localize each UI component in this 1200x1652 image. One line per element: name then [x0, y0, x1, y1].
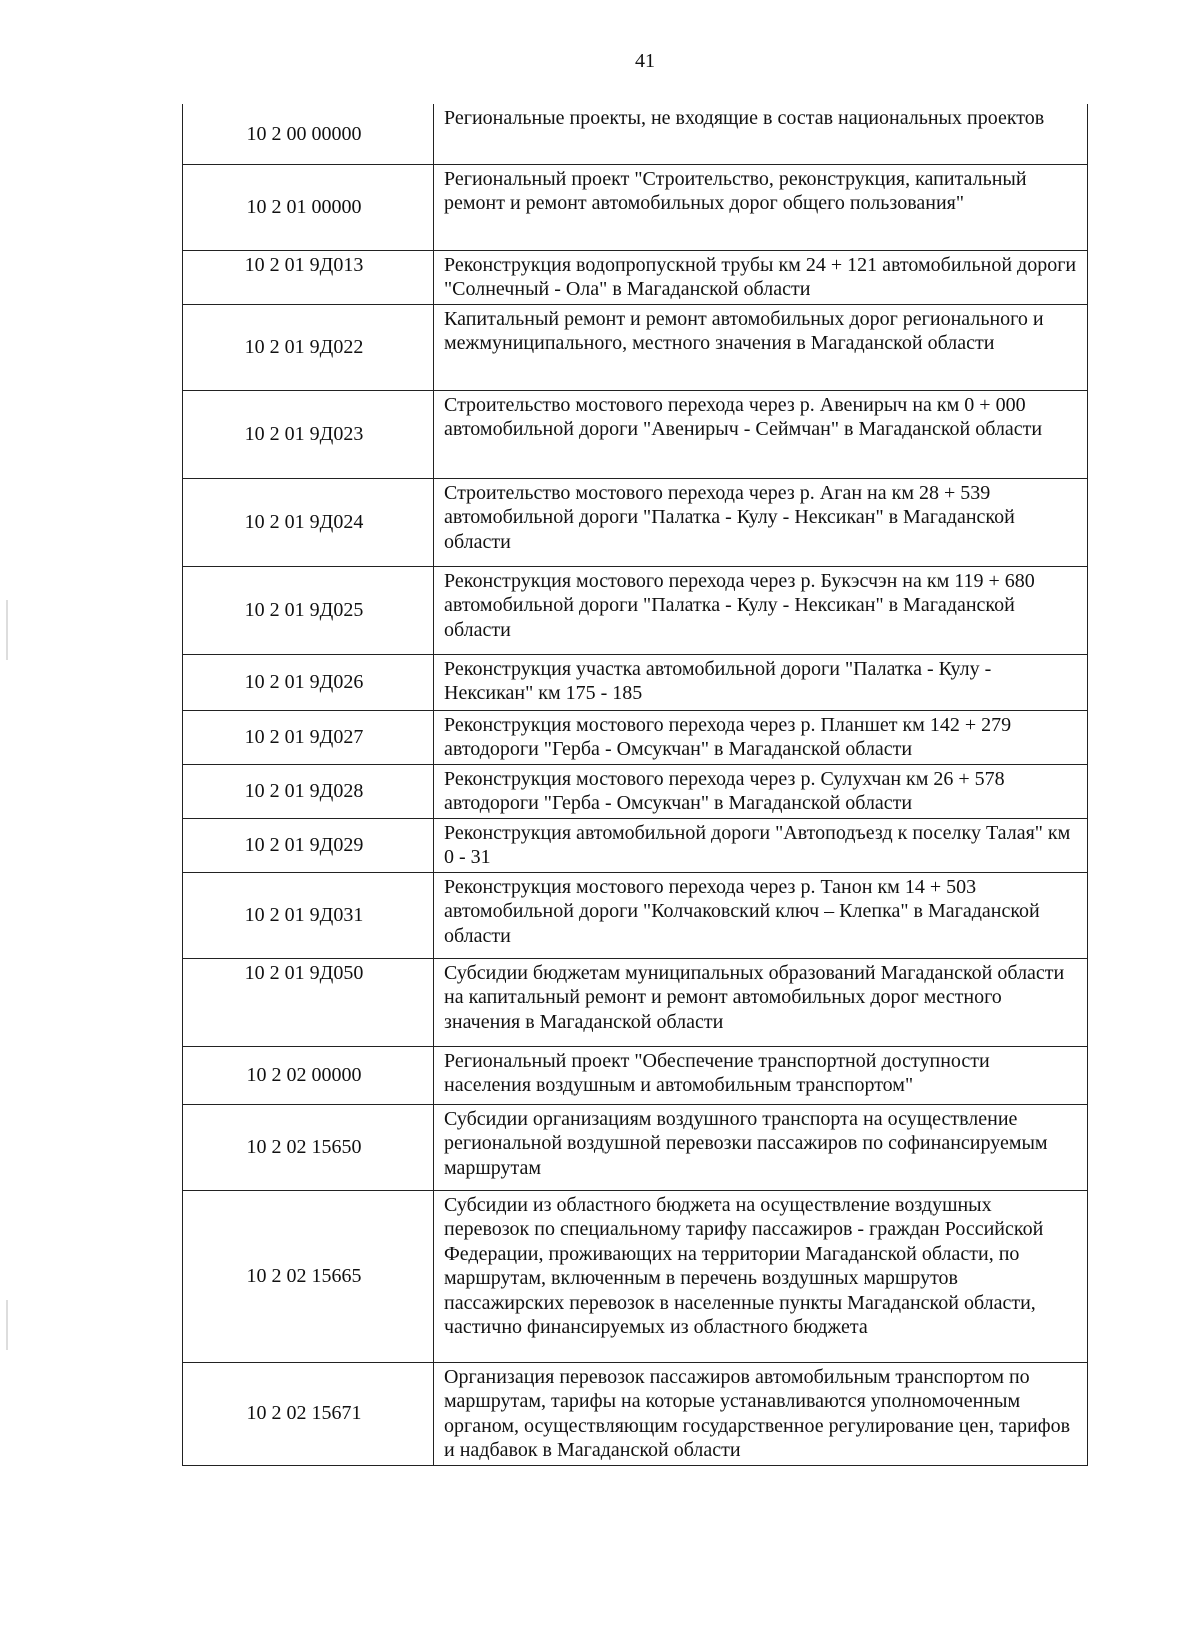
description-cell: Организация перевозок пассажиров автомобильным транспортом по маршрутам, тарифы на которые устанавливаются уполномоченным органом, осуществляющим государственное регулирование цен, тарифов и надбавок в Магаданской области [434, 1362, 1088, 1465]
code-cell: 10 2 01 9Д013 [183, 250, 434, 304]
table-row [183, 1362, 1088, 1465]
code-cell: 10 2 00 00000 [183, 104, 434, 164]
description-cell: Реконструкция мостового перехода через р. Танон км 14 + 503 автомобильной дороги "Колчаковский ключ – Клепка" в Магаданской области [434, 872, 1088, 958]
code-cell: 10 2 02 15665 [183, 1190, 434, 1362]
description-cell: Субсидии организациям воздушного транспорта на осуществление региональной воздушной перевозки пассажиров по софинансируемым маршрутам [434, 1104, 1088, 1190]
code-cell: 10 2 01 9Д026 [183, 654, 434, 710]
code-cell: 10 2 02 15650 [183, 1104, 434, 1190]
description-cell: Реконструкция водопропускной трубы км 24 + 121 автомобильной дороги "Солнечный - Ола" в Магаданской области [434, 250, 1088, 304]
code-cell: 10 2 01 00000 [183, 164, 434, 250]
description-cell: Региональный проект "Строительство, реконструкция, капитальный ремонт и ремонт автомобильных дорог общего пользования" [434, 164, 1088, 250]
table-row [183, 958, 1088, 1046]
code-cell: 10 2 01 9Д022 [183, 304, 434, 390]
page-number: 41 [635, 50, 655, 72]
table-row [183, 390, 1088, 478]
code-cell: 10 2 01 9Д031 [183, 872, 434, 958]
description-cell: Региональные проекты, не входящие в состав национальных проектов [434, 104, 1088, 164]
description-cell: Реконструкция мостового перехода через р. Букэсчэн на км 119 + 680 автомобильной дороги "Палатка - Кулу - Нексикан" в Магаданской области [434, 566, 1088, 654]
table-row [183, 478, 1088, 566]
table-row [183, 566, 1088, 654]
description-cell: Строительство мостового перехода через р. Авенирыч на км 0 + 000 автомобильной дороги "Авенирыч - Сеймчан" в Магаданской области [434, 390, 1088, 478]
table-row [183, 1190, 1088, 1362]
table-row [183, 250, 1088, 304]
table-row [183, 304, 1088, 390]
code-cell: 10 2 01 9Д027 [183, 710, 434, 764]
description-cell: Реконструкция мостового перехода через р. Планшет км 142 + 279 автодороги "Герба - Омсукчан" в Магаданской области [434, 710, 1088, 764]
code-cell: 10 2 01 9Д024 [183, 478, 434, 566]
table-row [183, 1104, 1088, 1190]
table-row [183, 104, 1088, 164]
code-cell: 10 2 01 9Д028 [183, 764, 434, 818]
table-row [183, 872, 1088, 958]
code-cell: 10 2 02 00000 [183, 1046, 434, 1104]
table-row [183, 654, 1088, 710]
description-cell: Капитальный ремонт и ремонт автомобильных дорог регионального и межмуниципального, местного значения в Магаданской области [434, 304, 1088, 390]
table-row [183, 710, 1088, 764]
table-row [183, 818, 1088, 872]
table-row [183, 1046, 1088, 1104]
scan-margin-mark [6, 600, 8, 660]
table-row [183, 764, 1088, 818]
description-cell: Реконструкция участка автомобильной дороги "Палатка - Кулу - Нексикан" км 175 - 185 [434, 654, 1088, 710]
code-cell: 10 2 02 15671 [183, 1362, 434, 1465]
code-cell: 10 2 01 9Д050 [183, 958, 434, 1046]
budget-code-table [182, 104, 1088, 1466]
description-cell: Субсидии бюджетам муниципальных образований Магаданской области на капитальный ремонт и ремонт автомобильных дорог местного значения в Магаданской области [434, 958, 1088, 1046]
description-cell: Реконструкция автомобильной дороги "Автоподъезд к поселку Талая" км 0 - 31 [434, 818, 1088, 872]
description-cell: Реконструкция мостового перехода через р. Сулухчан км 26 + 578 автодороги "Герба - Омсукчан" в Магаданской области [434, 764, 1088, 818]
code-cell: 10 2 01 9Д023 [183, 390, 434, 478]
scan-margin-mark [6, 1300, 8, 1350]
code-cell: 10 2 01 9Д029 [183, 818, 434, 872]
description-cell: Региональный проект "Обеспечение транспортной доступности населения воздушным и автомобильным транспортом" [434, 1046, 1088, 1104]
description-cell: Строительство мостового перехода через р. Аган на км 28 + 539 автомобильной дороги "Палатка - Кулу - Нексикан" в Магаданской области [434, 478, 1088, 566]
code-cell: 10 2 01 9Д025 [183, 566, 434, 654]
table-row [183, 164, 1088, 250]
description-cell: Субсидии из областного бюджета на осуществление воздушных перевозок по специальному тарифу пассажиров - граждан Российской Федерации, проживающих на территории Магаданской области, по маршрутам, включенным в перечень воздушных маршрутов пассажирских перевозок в населенные пункты Магаданской области, частично финансируемых из областного бюджета [434, 1190, 1088, 1362]
